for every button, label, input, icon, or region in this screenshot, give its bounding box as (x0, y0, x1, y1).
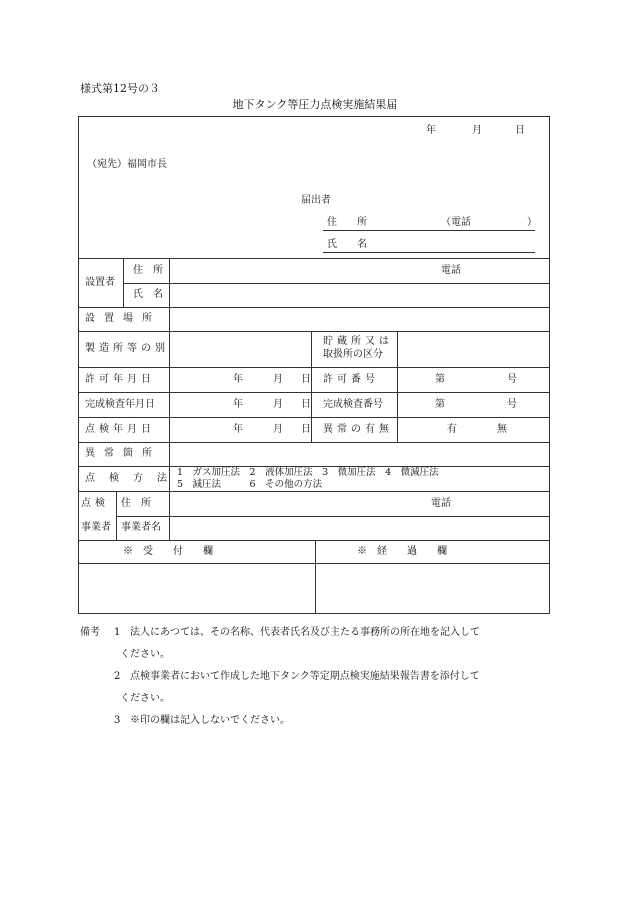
note-text: ください。 (120, 693, 170, 704)
note-number: 2 (114, 671, 121, 682)
storage-type-label-1: 貯蔵所又は (323, 336, 393, 347)
note-text: ※印の欄は記入しないでください。 (130, 715, 290, 726)
inspection-day: 日 (301, 424, 311, 435)
note-item (78, 666, 558, 688)
note-item (78, 622, 558, 644)
rule (79, 307, 549, 308)
rule (79, 540, 549, 541)
phone-label: （電話 (441, 217, 471, 228)
rule (169, 491, 170, 540)
location-label: 設置場所 (85, 313, 161, 324)
abnormality-no: 無 (497, 424, 507, 435)
inspection-month: 月 (273, 424, 283, 435)
address-label: 住 所 (327, 217, 367, 228)
permit-month: 月 (273, 374, 283, 385)
address-underline (323, 230, 535, 231)
completion-date-label: 完成検査年月日 (85, 399, 155, 410)
completion-month: 月 (273, 399, 283, 410)
permit-number-label: 許可番号 (323, 374, 379, 385)
date-day: 日 (515, 125, 525, 136)
note-item-continued (78, 644, 558, 666)
notes (78, 622, 558, 732)
installer-phone-label: 電話 (441, 265, 461, 276)
inspection-method-label: 点検方法 (85, 473, 181, 484)
rule (311, 331, 312, 442)
progress-header: ※ 経 過 欄 (357, 546, 447, 557)
date-year: 年 (426, 125, 436, 136)
rule (79, 417, 549, 418)
permit-day: 日 (301, 374, 311, 385)
note-number: 1 (114, 627, 121, 638)
form-table (78, 116, 550, 614)
inspection-year: 年 (233, 424, 243, 435)
inspector-name-label: 事業者名 (121, 522, 161, 533)
inspection-date-label: 点検年月日 (85, 424, 155, 435)
storage-type-label-2: 取扱所の区分 (323, 349, 383, 360)
reception-header: ※ 受 付 欄 (123, 546, 213, 557)
rule (315, 540, 316, 614)
inspector-phone-label: 電話 (431, 498, 451, 509)
rule (79, 563, 549, 564)
installer-address-label: 住 所 (133, 265, 163, 276)
rule (79, 367, 549, 368)
permit-number-suffix: 号 (507, 374, 517, 385)
rule (79, 491, 549, 492)
facility-type-label: 製造所等の別 (85, 343, 169, 354)
inspector-address-label: 住 所 (121, 498, 151, 509)
note-item (78, 710, 558, 732)
rule (79, 392, 549, 393)
inspector-group-label-1: 点検 (81, 498, 109, 509)
phone-close: ） (527, 217, 537, 228)
rule (123, 283, 549, 284)
rule (79, 258, 549, 259)
date-month: 月 (472, 125, 482, 136)
rule (116, 516, 549, 517)
rule (397, 331, 398, 442)
notes-label: 備考 (80, 627, 100, 638)
inspection-methods-line2: 5 減圧法 6 その他の方法 (177, 479, 323, 490)
completion-day: 日 (301, 399, 311, 410)
inspection-methods-line1: 1 ガス加圧法 2 液体加圧法 3 微加圧法 4 微減圧法 (177, 467, 439, 478)
completion-number-suffix: 号 (507, 399, 517, 410)
permit-number-prefix: 第 (435, 374, 445, 385)
note-number: 3 (114, 715, 121, 726)
rule (79, 442, 549, 443)
installer-name-label: 氏 名 (133, 289, 163, 300)
note-text: 法人にあつては、その名称、代表者氏名及び主たる事務所の所在地を記入して (130, 627, 480, 638)
permit-date-label: 許可年月日 (85, 374, 155, 385)
installer-group-label: 設置者 (85, 277, 115, 288)
abnormality-label: 異常の有無 (323, 424, 393, 435)
abnormal-location-label: 異常箇所 (85, 448, 161, 459)
name-underline (323, 252, 535, 253)
form-id: 様式第12号の３ (80, 82, 160, 95)
rule (123, 258, 124, 307)
document-title: 地下タンク等圧力点検実施結果届 (232, 98, 398, 111)
applicant-label: 届出者 (301, 195, 331, 206)
completion-number-prefix: 第 (435, 399, 445, 410)
completion-number-label: 完成検査番号 (323, 399, 383, 410)
rule (79, 331, 549, 332)
inspector-group-label-2: 事業者 (81, 522, 111, 533)
note-text: 点検事業者において作成した地下タンク等定期点検実施結果報告書を添付して (130, 671, 480, 682)
note-item-continued (78, 688, 558, 710)
completion-year: 年 (233, 399, 243, 410)
permit-year: 年 (233, 374, 243, 385)
rule (169, 258, 170, 491)
note-text: ください。 (120, 649, 170, 660)
abnormality-yes: 有 (447, 424, 457, 435)
name-label: 氏 名 (327, 239, 367, 250)
rule (116, 491, 117, 540)
addressee: （宛先）福岡市長 (87, 159, 167, 170)
